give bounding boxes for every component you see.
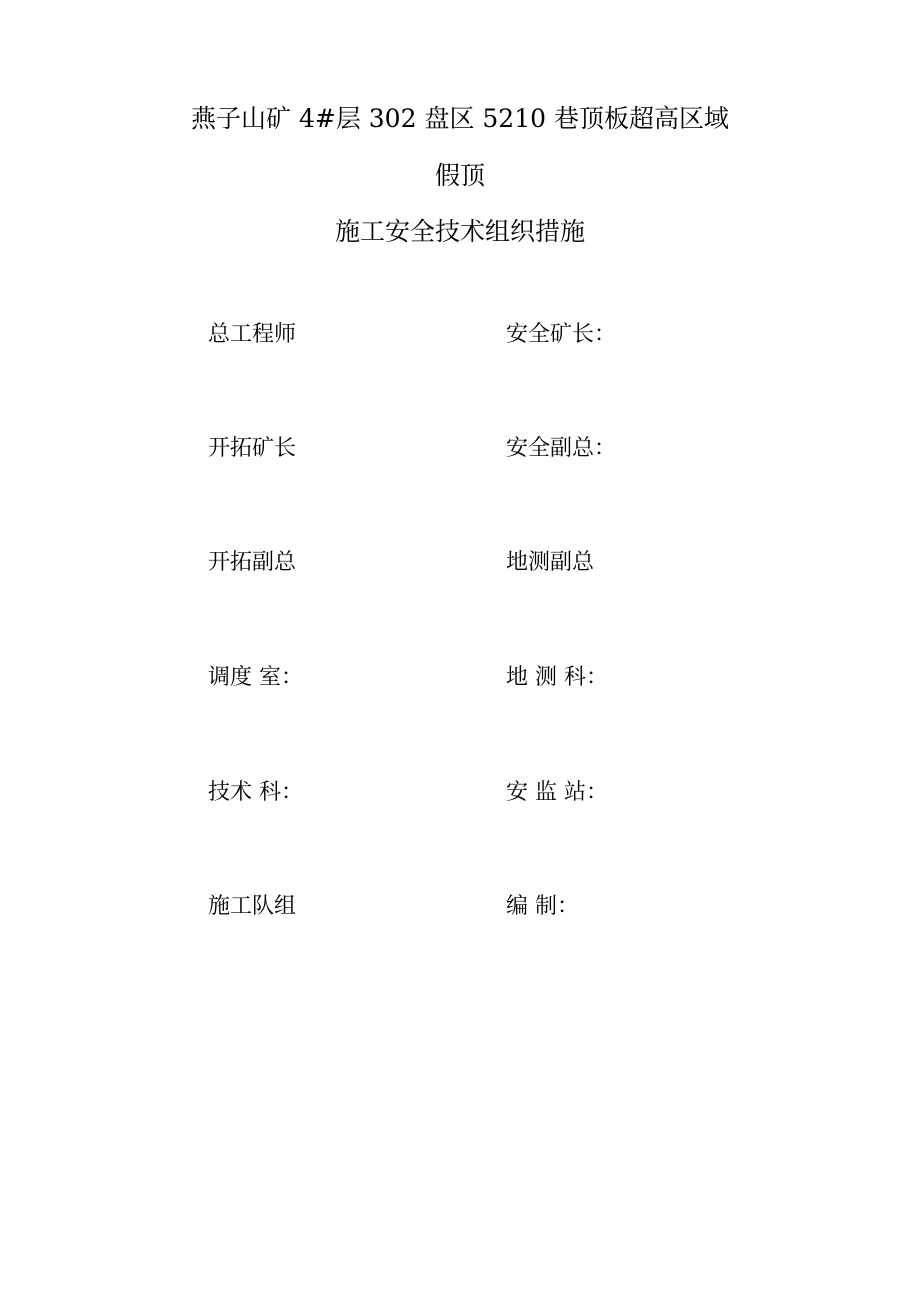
signature-chief-engineer: 总工程师 xyxy=(208,322,297,347)
signature-survey-department: 地 测 科： xyxy=(506,665,608,690)
signature-safety-deputy-chief: 安全副总： xyxy=(506,436,617,461)
signature-dispatch-office: 调度 室： xyxy=(208,665,303,690)
signature-compiled-by: 编 制： xyxy=(506,894,579,919)
signature-technical-department: 技术 科： xyxy=(208,780,303,805)
document-title-line-1: 燕子山矿 4#层 302 盘区 5210 巷顶板超高区域 xyxy=(191,104,729,133)
signature-safety-supervision-station: 安 监 站： xyxy=(506,780,608,805)
signature-development-mine-manager: 开拓矿长 xyxy=(208,436,297,461)
signature-survey-deputy-chief: 地测副总 xyxy=(506,550,595,575)
document-title-line-2: 假顶 xyxy=(434,161,485,190)
document-title-line-3: 施工安全技术组织措施 xyxy=(334,217,585,246)
signature-development-deputy-chief: 开拓副总 xyxy=(208,550,297,575)
signature-construction-team: 施工队组 xyxy=(208,894,297,919)
signature-safety-mine-manager: 安全矿长： xyxy=(506,322,617,347)
